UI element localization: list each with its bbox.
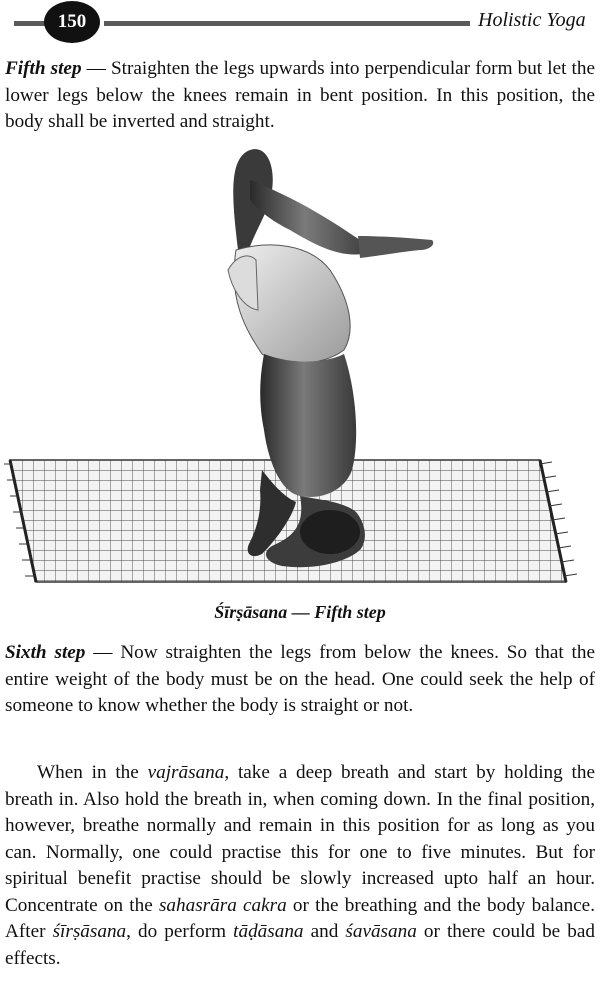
breathing-text-3: or the breathing and the body balance. After bbox=[5, 894, 595, 942]
breathing-text-1: When in the bbox=[37, 762, 148, 783]
breathing-text-4: , do perform bbox=[126, 921, 234, 942]
header-rule-right bbox=[104, 21, 470, 26]
fifth-step-lead: Fifth step bbox=[5, 58, 82, 79]
page-header bbox=[0, 0, 600, 46]
term-sahasrara-cakra: sahasrāra cakra bbox=[158, 894, 287, 916]
fifth-step-text: — Straighten the legs upwards into perpendicular form but let the lower legs below the knees remain in bent position. In this position, the body shall be inverted and straight. bbox=[5, 58, 595, 132]
page-number: 150 bbox=[44, 1, 100, 43]
header-rule-left bbox=[14, 21, 46, 26]
sixth-step-paragraph bbox=[5, 640, 595, 720]
breathing-text-2: , take a deep breath and start by holding the breath in. Also hold the breath in, when coming down. In the final position, however, breathe normally and remain in this position for as long as you can. Normally, one could practise this for one to five minutes. But for spiritual benefit practise should be slowly increased upto half an hour. Concentrate on the bbox=[5, 762, 595, 916]
breathing-text-5: and bbox=[303, 921, 346, 942]
figure-caption: Śīrṣāsana — Fifth step bbox=[214, 602, 386, 622]
term-vajrasana: vajrāsana bbox=[147, 762, 225, 783]
term-savasana: śavāsana bbox=[345, 921, 417, 942]
running-title: Holistic Yoga bbox=[478, 9, 586, 31]
sixth-step-text: — Now straighten the legs from below the knees. So that the entire weight of the body must be on the head. One could seek the help of someone to know whether the body is straight or not. bbox=[5, 642, 595, 716]
sixth-step-lead: Sixth step bbox=[5, 642, 86, 663]
breathing-paragraph bbox=[5, 760, 595, 972]
term-sirsasana: śīrṣāsana bbox=[52, 921, 127, 942]
sirsasana-figure bbox=[0, 140, 600, 588]
fifth-step-paragraph bbox=[5, 56, 595, 136]
term-tadasana: tāḍāsana bbox=[233, 921, 304, 942]
breathing-text-6: or there could be bad effects. bbox=[5, 921, 595, 969]
